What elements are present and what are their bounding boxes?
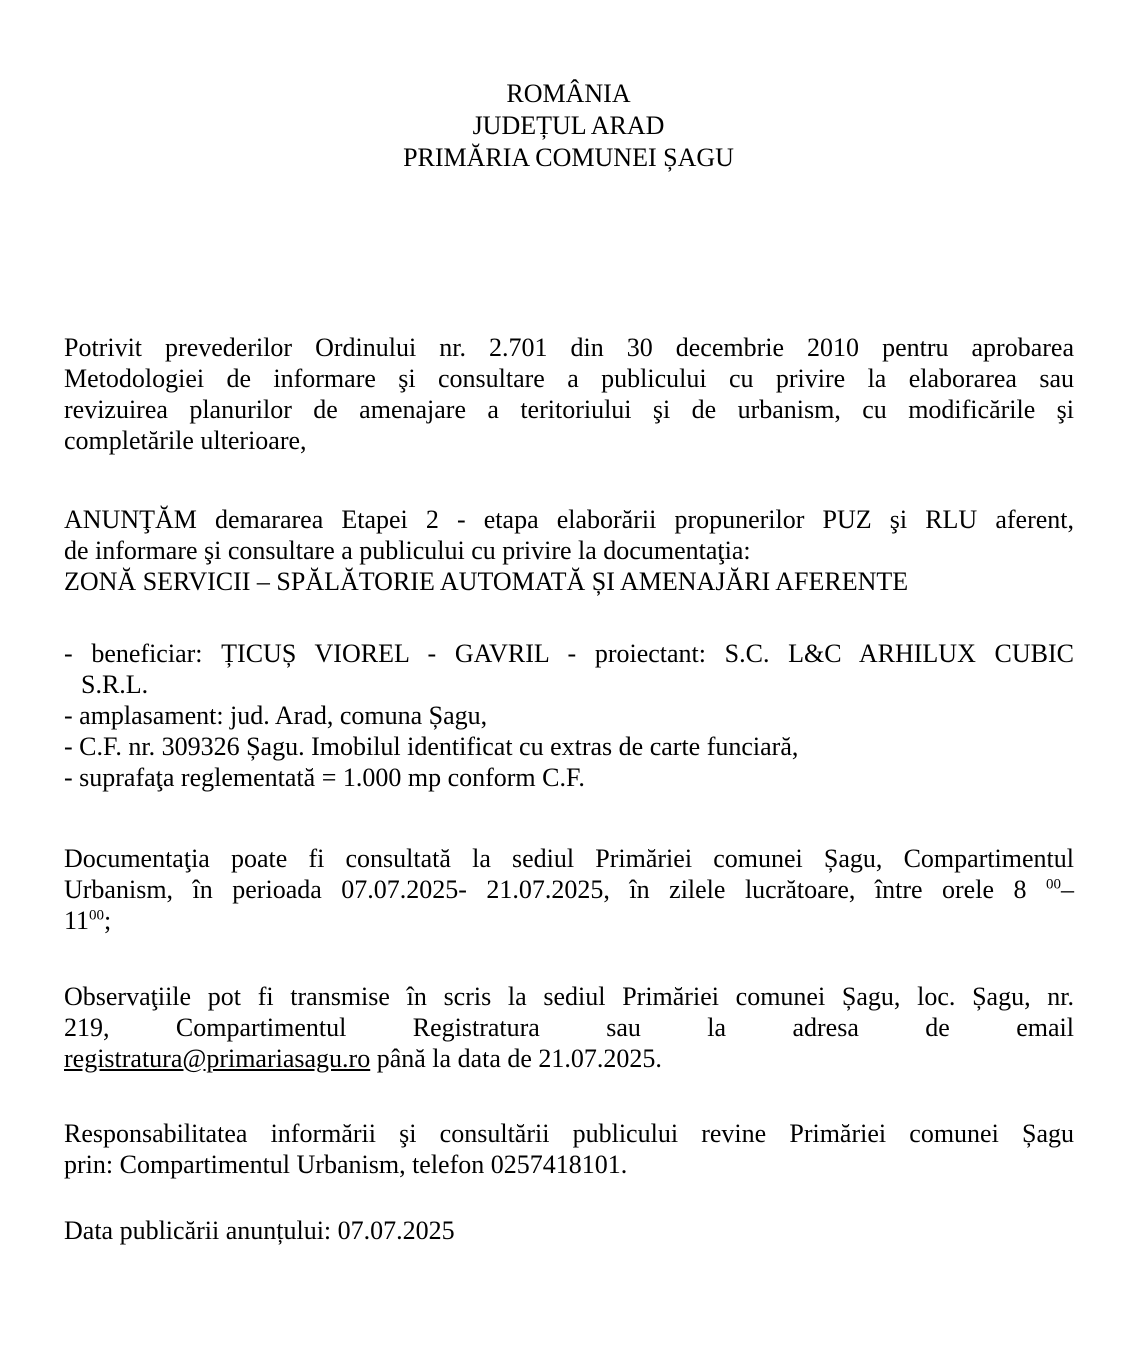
intro-line: revizuirea planurilor de amenajare a teritoriului şi de urbanism, cu modificările şi [64, 395, 1074, 424]
consultation-line: Documentaţia poate fi consultată la sediul Primăriei comunei Șagu, Compartimentul [64, 844, 1074, 873]
publication-date-text: Data publicării anunțului: 07.07.2025 [64, 1216, 455, 1245]
consultation-line [64, 874, 1074, 905]
hour-superscript: 00 [89, 907, 105, 924]
details-list [64, 638, 1074, 793]
project-title: ZONĂ SERVICII – SPĂLĂTORIE AUTOMATĂ ȘI AMENAJĂRI AFERENTE [64, 567, 909, 596]
document-header [0, 78, 1127, 174]
intro-line: Potrivit prevederilor Ordinului nr. 2.701 din 30 decembrie 2010 pentru aprobarea [64, 333, 1074, 362]
header-country: ROMÂNIA [506, 79, 631, 108]
end-hour: 11 [64, 906, 90, 935]
announcement-line: ANUNŢĂM demararea Etapei 2 - etapa elaborării propunerilor PUZ şi RLU aferent, [64, 505, 1074, 534]
detail-surface: - suprafaţa reglementată = 1.000 mp conform C.F. [64, 763, 585, 792]
hour-superscript: 00 [1046, 876, 1061, 893]
observations-line [64, 1043, 1074, 1074]
hour-dash: – [1061, 875, 1074, 904]
intro-line: completările ulterioare, [64, 426, 307, 455]
header-institution: PRIMĂRIA COMUNEI ȘAGU [403, 143, 734, 172]
deadline-text: până la data de 21.07.2025. [370, 1044, 662, 1073]
consultation-paragraph [64, 843, 1074, 936]
header-county: JUDEȚUL ARAD [472, 111, 665, 140]
responsibility-line: Responsabilitatea informării şi consultării publicului revine Primăriei comunei Șagu [64, 1119, 1074, 1148]
email-link[interactable]: registratura@primariasagu.ro [64, 1044, 371, 1073]
detail-beneficiary-continued: S.R.L. [81, 670, 149, 699]
detail-cadastral: - C.F. nr. 309326 Șagu. Imobilul identificat cu extras de carte funciară, [64, 732, 799, 761]
consultation-line [64, 905, 1074, 936]
observations-line: Observaţiile pot fi transmise în scris la sediul Primăriei comunei Șagu, loc. Șagu, nr. [64, 982, 1074, 1011]
intro-paragraph [64, 332, 1074, 456]
end-punctuation: ; [104, 906, 112, 935]
observations-line: 219, Compartimentul Registratura sau la adresa de email [64, 1013, 1074, 1042]
detail-beneficiary: - beneficiar: ȚICUȘ VIOREL - GAVRIL - proiectant: S.C. L&C ARHILUX CUBIC [64, 639, 1074, 668]
responsibility-paragraph [64, 1118, 1074, 1180]
publication-date [64, 1215, 1074, 1246]
observations-paragraph [64, 981, 1074, 1074]
detail-location: - amplasament: jud. Arad, comuna Șagu, [64, 701, 488, 730]
announcement-paragraph [64, 504, 1074, 597]
announcement-line: de informare şi consultare a publicului cu privire la documentaţia: [64, 536, 751, 565]
consultation-text: Urbanism, în perioada 07.07.2025- 21.07.2025, în zilele lucrătoare, între orele 8 [64, 875, 1027, 904]
responsibility-line: prin: Compartimentul Urbanism, telefon 0257418101. [64, 1150, 628, 1179]
intro-line: Metodologiei de informare şi consultare a publicului cu privire la elaborarea sau [64, 364, 1074, 393]
